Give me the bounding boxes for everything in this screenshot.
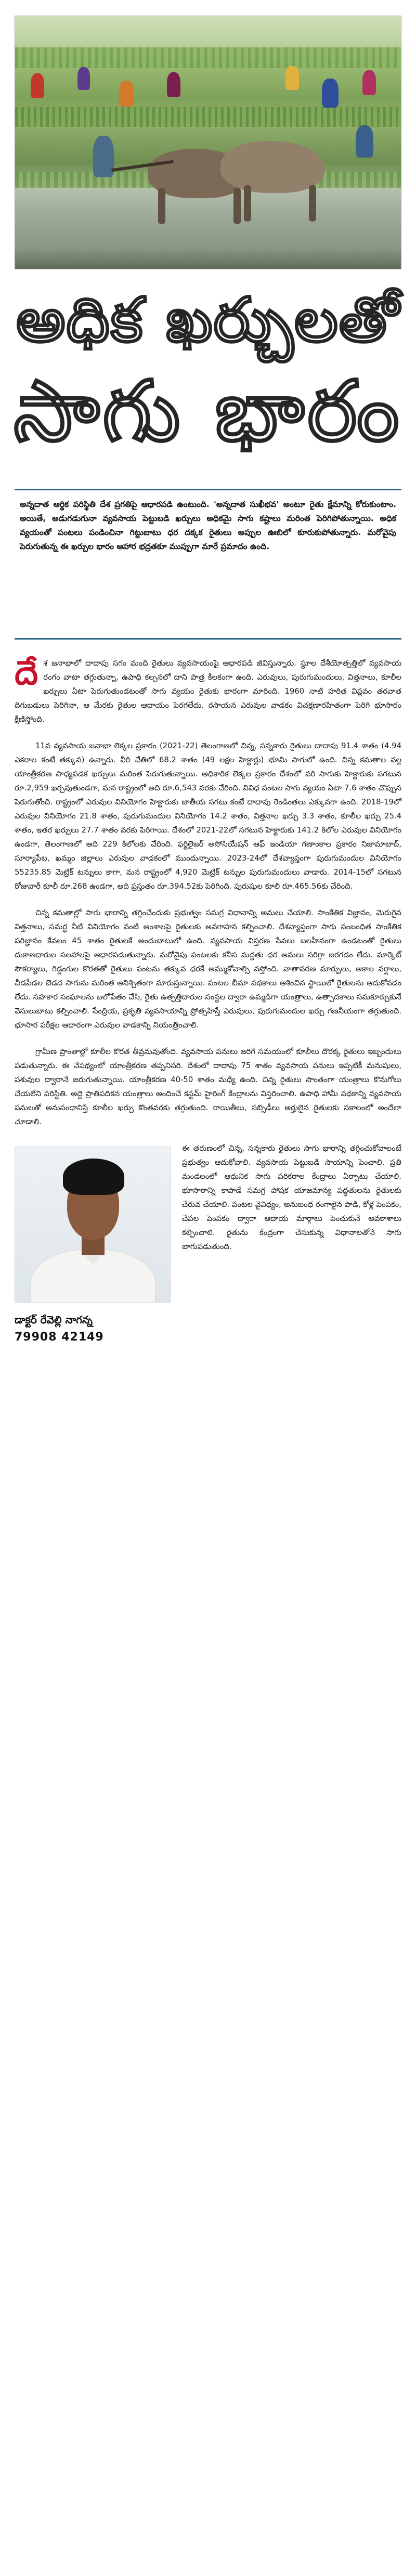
drop-cap: దే [15, 654, 38, 693]
farmer-figure [119, 81, 134, 107]
paragraph-1-text: శ జనాభాలో దాదాపు సగం మంది రైతులు వ్యవసాయంపై ఆధారపడి జీవిస్తున్నారు. స్థూల దేశీయోత్పత్తిలో వ్యవసాయ రంగం వాటా తగ్గుతున్నా, ఉపాధి కల్పనలో దాని పాత్ర కీలకంగా ఉంది. ఎరువులు, పురుగుమందులు, విత్తనాలు, కూలీల ఖర్చులు ఏటా పెరుగుతుండటంతో సాగు వ్యయం రైతుకు భారంగా మారింది. 1960 నాటి హరిత విప్లవం తరవాత దిగుబడులు పెరిగినా, ఆ మేరకు రైతుల ఆదాయం పెరగలేదు. రసాయన ఎరువుల వాడకం విచక్షణారహితంగా పెరిగి భూసారం క్షీణిస్తోంది. [15, 659, 401, 724]
author-name: డాక్టర్ రేవెల్లి నాగన్న [15, 1313, 93, 1326]
ploughman-figure [93, 136, 114, 177]
ox-leg [158, 188, 165, 224]
paragraph-4: గ్రామీణ ప్రాంతాల్లో కూలీల కొరత తీవ్రమవుతోంది. వ్యవసాయ పనులు జరిగే సమయంలో కూలీలు దొరక్క రైతులు ఇబ్బందులు పడుతున్నారు. ఈ నేపథ్యంలో యాంత్రీకరణ తప్పనిసరి. దేశంలో దాదాపు 75 శాతం వ్యవసాయ పనులు ఇప్పటికీ మనుషులు, పశువుల ద్వారానే జరుగుతున్నాయి. యాంత్రీకరణ 40-50 శాతం మధ్యే ఉంది. చిన్న రైతులు సొంతంగా యంత్రాలు కొనుగోలు చేయలేని పరిస్థితి. అద్దె ప్రాతిపదికన యంత్రాలు అందించే కస్టమ్ హైరింగ్ కేంద్రాలను విస్తరించాలి. ఉపాధి హామీ పథకాన్ని వ్యవసాయ పనులతో అనుసంధానిస్తే కూలీల ఖర్చు కొంతవరకు తగ్గుతుంది. రాయితీలు, సబ్సిడీలు అర్హులైన రైతులకు సకాలంలో అందేలా చూడాలి. [15, 1047, 401, 1126]
intro-deck [15, 489, 401, 640]
intro-text: అన్నదాత ఆర్థిక పరిస్థితి దేశ ప్రగతిపై ఆధారపడి ఉంటుంది. 'అన్నదాత సుఖీభవ' అంటూ రైతు క్షేమాన్ని కోరుకుంటాం. అయితే, అడుగడుగునా వ్యవసాయ పెట్టుబడి ఖర్చులు అధికమై సాగు కష్టాలు మరింత పెరిగిపోతున్నాయి. అధిక వ్యయంతో పంటలు పండించినా గిట్టుబాటు ధర దక్కక రైతులు అప్పుల ఊబిలో కూరుకుపోతున్నారు. మరోవైపు పెరుగుతున్న ఈ ఖర్చుల భారం ఆహార భద్రతకూ ముప్పుగా మారే ప్రమాదం ఉంది. [20, 500, 396, 551]
farmer-figure [356, 125, 373, 158]
paddy-row [15, 47, 401, 68]
paragraph-2: 11వ వ్యవసాయ జనాభా లెక్కల ప్రకారం (2021-22) తెలంగాణలో చిన్న, సన్నకారు రైతులు దాదాపు 91.4 శాతం (4.94 ఎకరాల కంటే తక్కువ) ఉన్నారు. వీరి చేతిలో 68.2 శాతం (49 లక్షల హెక్టార్లు) భూమి సాగులో ఉంది. చిన్న కమతాల వల్ల యాంత్రీకరణ సాధ్యపడక ఖర్చులు మరింత పెరుగుతున్నాయి. అధికారిక లెక్కల ప్రకారం దేశంలో వరి సాగుకు హెక్టారుకు సగటున రూ.2,959 ఖర్చవుతుండగా, మన రాష్ట్రంలో అది రూ.6,543 వరకు చేరింది. వివిధ పంటల సాగు వ్యయం ఏటా 7.6 శాతం చొప్పున పెరుగుతోంది. రాష్ట్రంలో ఎరువుల వినియోగం హెక్టారుకు జాతీయ సగటు కంటే దాదాపు రెండింతలు ఎక్కువగా ఉంది. 2018-19లో ఎరువుల వినియోగం 21.8 శాతం, పురుగుమందుల వినియోగం 14.2 శాతం, విత్తనాల ఖర్చు 3.3 శాతం, కూలీల ఖర్చు 25.4 శాతం, ఇతర ఖర్చులు 27.7 శాతం వరకు పెరిగాయి. దేశంలో 2021-22లో సగటున హెక్టారుకు 141.2 కిలోల ఎరువుల వినియోగం ఉండగా, తెలంగాణలో అది 229 కిలోలకు చేరింది. ఫర్టిలైజర్ అసోసియేషన్ ఆఫ్ ఇండియా గణాంకాల ప్రకారం నిజామాబాద్, సూర్యాపేట, ఖమ్మం జిల్లాలు ఎరువుల వాడకంలో ముందున్నాయి. 2023-24లో దేశవ్యాప్తంగా పురుగుమందుల వినియోగం 55235.85 మెట్రిక్ టన్నులు కాగా, మన రాష్ట్రంలో 4,920 మెట్రిక్ టన్నుల పురుగుమందులు వాడారు. 2014-15లో సగటున రోజువారీ కూలీ రూ.268 ఉండగా, అది ప్రస్తుతం రూ.394.52కు పెరిగింది. పురుషుల కూలి రూ.465.56కు చేరింది. [15, 741, 401, 891]
author-box [15, 1147, 171, 1355]
ox-leg [233, 188, 241, 224]
hero-photo [15, 16, 401, 269]
author-phone: 79908 42149 [15, 1331, 104, 1344]
ox-leg [309, 185, 316, 222]
ox-leg [244, 185, 251, 222]
author-hair [63, 1159, 124, 1195]
farmer-figure [362, 70, 376, 95]
farmer-figure [77, 67, 90, 90]
paragraph-1 [15, 656, 401, 726]
farmer-figure [285, 66, 299, 90]
farmer-figure [31, 73, 44, 98]
farmer-figure [167, 72, 180, 97]
paragraph-5 [15, 1141, 401, 1344]
ox-figure [220, 141, 324, 193]
paragraph-5-text: ఈ తరుణంలో చిన్న, సన్నకారు రైతులు సాగు భారాన్ని తగ్గించుకోవాలంటే ప్రభుత్వం ఆదుకోవాలి. వ్యవసాయ పెట్టుబడి సాయాన్ని పెంచాలి. ప్రతి మండలంలో ఆధునిక సాగు పరికరాల కేంద్రాలు ఏర్పాటు చేయాలి. భూసారాన్ని కాపాడే సమగ్ర పోషక యాజమాన్య పద్ధతులను రైతులకు చేరువ చేయాలి. పంటల వైవిధ్యం, అనుబంధ రంగాలైన పాడి, కోళ్ల పెంపకం, చేపల పెంపకం ద్వారా ఆదాయ మార్గాలు పెంచుకునే అవకాశాలు కల్పించాలి. రైతును కేంద్రంగా చేసుకున్న విధానాలతోనే సాగు బాగుపడుతుంది. [182, 1144, 401, 1251]
paddy-row [15, 107, 401, 127]
headline-line-1: అధిక ఖర్చులతో [16, 283, 400, 356]
author-photo [15, 1147, 171, 1303]
photo-shadow [15, 248, 401, 269]
farmer-figure [322, 79, 339, 108]
headline [0, 281, 416, 463]
paragraph-3: చిన్న కమతాల్లో సాగు భారాన్ని తగ్గించేందుకు ప్రభుత్వం సమగ్ర విధానాన్ని అమలు చేయాలి. సాంకేతిక విజ్ఞానం, మెరుగైన విత్తనాలు, సమర్థ నీటి వినియోగం వంటి అంశాలపై రైతులకు అవగాహన కల్పించాలి. దేశవ్యాప్తంగా సాగు సంబంధిత సాంకేతిక పరిజ్ఞానం కేవలం 45 శాతం రైతులకే అందుబాటులో ఉంది. వ్యవసాయ విస్తరణ సేవలు బలహీనంగా ఉండటంతో రైతులు దుకాణదారుల సలహాలపై ఆధారపడుతున్నారు. మరోవైపు పంటలకు కనీస మద్దతు ధర అమలు సరిగ్గా జరగడం లేదు. మార్కెట్ సౌకర్యాలు, గిడ్డంగుల కొరతతో రైతులు పంటను తక్కువ ధరకే అమ్ముకోవాల్సి వస్తోంది. వాతావరణ మార్పులు, అకాల వర్షాలు, చీడపీడల బెడద సాగును మరింత అనిశ్చితంగా మారుస్తున్నాయి. పంటల బీమా పథకాలు ఆశించిన స్థాయిలో రైతులను ఆదుకోవడం లేదు. సహకార సంఘాలను బలోపేతం చేసి, రైతు ఉత్పత్తిదారుల సంస్థల ద్వారా ఉమ్మడిగా యంత్రాలు, ఉత్పాదకాలు సమకూర్చుకునే వెసులుబాటు కల్పించాలి. సేంద్రియ, ప్రకృతి వ్యవసాయాన్ని ప్రోత్సహిస్తే ఎరువులు, పురుగుమందుల ఖర్చు గణనీయంగా తగ్గుతుంది. భూసార పరీక్షల ఆధారంగా ఎరువుల వాడకాన్ని నియంత్రించాలి. [15, 908, 401, 1030]
headline-line-2: సాగు భారం [14, 362, 402, 460]
article-body [15, 656, 401, 2565]
